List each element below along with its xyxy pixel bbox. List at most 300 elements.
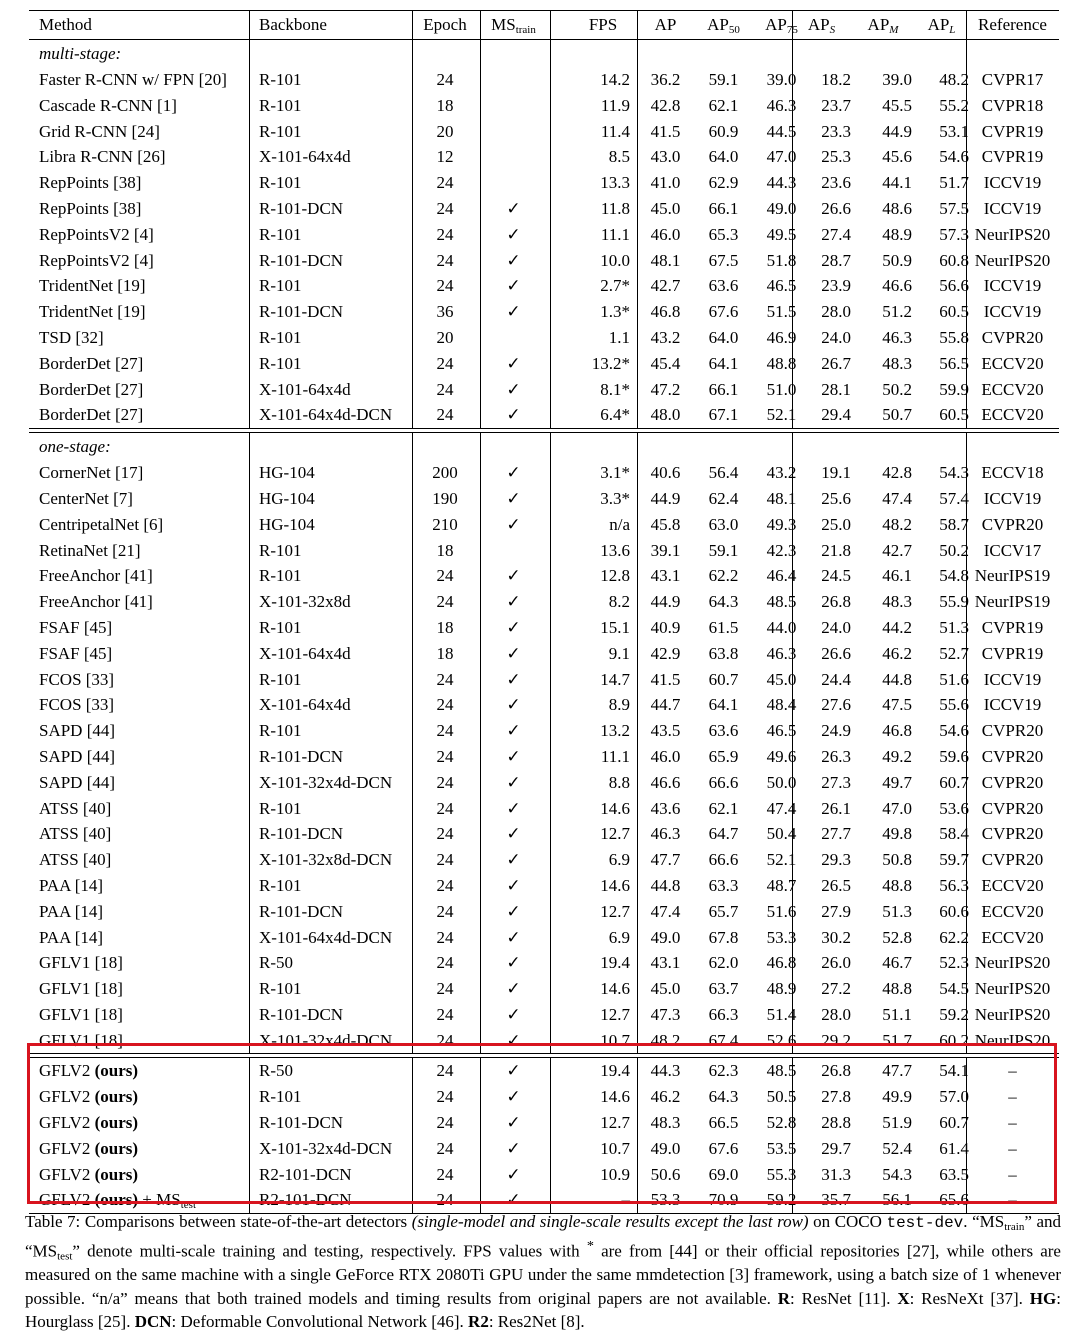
fps-cell: 11.4 <box>600 121 630 141</box>
apm-cell: 51.3 <box>882 901 912 921</box>
apm-cell: 47.4 <box>882 488 912 508</box>
ap-cell: 46.0 <box>650 746 681 766</box>
fps-cell: 10.7 <box>600 1138 630 1158</box>
column-rule <box>249 1002 250 1028</box>
method-name: Libra R-CNN [26] <box>39 147 166 167</box>
apl-cell: 54.1 <box>939 1061 969 1081</box>
ap75-cell: 46.4 <box>766 566 797 586</box>
ref-cell: ECCV18 <box>981 463 1044 483</box>
aps-cell: 25.0 <box>821 514 851 534</box>
fps-cell: n/a <box>609 514 630 534</box>
apm-cell: 49.2 <box>882 746 912 766</box>
header-apm-base: AP <box>867 15 890 34</box>
ref-cell: ICCV19 <box>983 198 1042 218</box>
method-name: BorderDet [27] <box>39 353 144 373</box>
ap-cell: 53.3 <box>650 1190 681 1210</box>
ap-cell: 47.3 <box>650 1004 681 1024</box>
ap50-cell: 62.9 <box>708 173 739 193</box>
backbone-cell: R-101 <box>259 327 302 347</box>
ap50-cell: 67.8 <box>708 927 739 947</box>
backbone-cell: R-101 <box>259 617 302 637</box>
ap75-cell: 55.3 <box>766 1164 797 1184</box>
ap-cell: 46.3 <box>650 824 681 844</box>
ap75-cell: 51.6 <box>766 901 797 921</box>
aps-cell: 26.8 <box>821 592 851 612</box>
column-rule <box>249 718 250 744</box>
ap50-cell: 65.9 <box>708 746 739 766</box>
column-rule <box>249 377 250 403</box>
backbone-cell: R-101 <box>259 669 302 689</box>
ref-cell: ICCV19 <box>983 173 1042 193</box>
apm-cell: 48.6 <box>882 198 912 218</box>
column-rule <box>249 1136 250 1162</box>
backbone-cell: X-101-64x4d-DCN <box>259 927 393 947</box>
apm-cell: 48.3 <box>882 592 912 612</box>
method-cell <box>39 1110 138 1136</box>
apm-cell: 46.1 <box>882 566 912 586</box>
epoch-cell: 24 <box>436 198 454 218</box>
table-header <box>29 10 1059 39</box>
ref-cell: ECCV20 <box>981 901 1044 921</box>
ref-cell: ICCV19 <box>983 276 1042 296</box>
epoch-cell: 24 <box>436 592 454 612</box>
epoch-cell: 24 <box>436 953 454 973</box>
caption-key-r2: R2 <box>468 1312 489 1332</box>
column-rule <box>637 11 638 39</box>
ap50-cell: 62.1 <box>708 95 739 115</box>
epoch-cell: 24 <box>436 850 454 870</box>
epoch-cell: 24 <box>436 379 454 399</box>
fps-cell: 3.1* <box>600 463 630 483</box>
epoch-cell: 18 <box>436 95 454 115</box>
ap-cell: 42.9 <box>650 643 681 663</box>
ref-cell: CVPR19 <box>981 147 1044 167</box>
table-row <box>29 170 1059 196</box>
ap-cell: 50.6 <box>650 1164 681 1184</box>
apm-cell: 48.3 <box>882 353 912 373</box>
ms-cell: ✓ <box>506 488 521 508</box>
apm-cell: 48.2 <box>882 514 912 534</box>
ap75-cell: 48.7 <box>766 875 797 895</box>
ms-cell: ✓ <box>506 198 521 218</box>
caption-text-1: Table 7: Comparisons between state-of-the-art detectors <box>25 1212 412 1231</box>
ap75-cell: 48.5 <box>766 1061 797 1081</box>
aps-cell: 24.5 <box>821 566 851 586</box>
header-reference: Reference <box>978 15 1047 34</box>
apl-cell: 51.3 <box>939 617 969 637</box>
method-cell <box>39 667 114 693</box>
caption-sub-test: test <box>57 1251 73 1264</box>
ms-cell: ✓ <box>506 695 521 715</box>
ref-cell: NeurIPS20 <box>974 979 1051 999</box>
method-name: RepPointsV2 [4] <box>39 250 154 270</box>
fps-cell: 8.5 <box>608 147 630 167</box>
ms-cell: ✓ <box>506 798 521 818</box>
epoch-cell: 18 <box>436 540 454 560</box>
fps-cell: – <box>621 1190 630 1210</box>
ap-cell: 44.9 <box>650 592 681 612</box>
apl-cell: 55.6 <box>939 695 969 715</box>
ms-cell: ✓ <box>506 746 521 766</box>
ap-cell: 47.4 <box>650 901 681 921</box>
column-rule <box>249 222 250 248</box>
fps-cell: 1.3* <box>600 302 630 322</box>
apm-cell: 44.2 <box>882 617 912 637</box>
table-row <box>29 589 1059 615</box>
ref-cell: ICCV19 <box>983 302 1042 322</box>
ap-cell: 45.8 <box>650 514 681 534</box>
ap75-cell: 46.5 <box>766 721 797 741</box>
epoch-cell: 24 <box>436 798 454 818</box>
backbone-cell: R-50 <box>259 953 293 973</box>
backbone-cell: R-101 <box>259 121 302 141</box>
apl-cell: 65.6 <box>939 1190 969 1210</box>
column-rule <box>249 976 250 1002</box>
fps-cell: 8.1* <box>600 379 630 399</box>
fps-cell: 14.6 <box>600 979 630 999</box>
ap75-cell: 48.1 <box>766 488 797 508</box>
method-name: FSAF [45] <box>39 617 113 637</box>
method-cell <box>39 1084 138 1110</box>
method-name: TridentNet [19] <box>39 302 146 322</box>
method-name: GFLV2 <box>39 1061 91 1081</box>
epoch-cell: 12 <box>436 147 454 167</box>
epoch-cell: 24 <box>436 353 454 373</box>
ap50-cell: 66.1 <box>708 379 739 399</box>
method-cell <box>39 1136 138 1162</box>
apm-cell: 56.1 <box>882 1190 912 1210</box>
ms-cell: ✓ <box>506 953 521 973</box>
method-cell <box>39 460 143 486</box>
method-name: CornerNet [17] <box>39 463 144 483</box>
fps-cell: 6.4* <box>600 405 630 425</box>
method-cell <box>39 873 103 899</box>
ap-cell: 48.1 <box>650 250 681 270</box>
ms-cell: ✓ <box>506 643 521 663</box>
method-cell <box>39 718 115 744</box>
method-cell <box>39 641 112 667</box>
aps-cell: 23.7 <box>821 95 851 115</box>
backbone-cell: R-101 <box>259 875 302 895</box>
table-body <box>29 39 1059 1214</box>
ap75-cell: 51.5 <box>766 302 797 322</box>
ms-cell: ✓ <box>506 276 521 296</box>
aps-cell: 29.4 <box>821 405 851 425</box>
apl-cell: 51.7 <box>939 173 969 193</box>
method-name: RepPointsV2 [4] <box>39 224 154 244</box>
caption-asterisk: * <box>586 1238 594 1255</box>
column-rule <box>480 40 481 67</box>
ap75-cell: 53.3 <box>766 927 797 947</box>
method-cell <box>39 744 115 770</box>
ap75-cell: 47.0 <box>766 147 797 167</box>
ap50-cell: 62.1 <box>708 798 739 818</box>
table-row <box>29 1110 1059 1136</box>
fps-cell: 12.7 <box>600 1004 630 1024</box>
fps-cell: 13.6 <box>600 540 630 560</box>
caption-text-3: . “MS <box>963 1212 1005 1231</box>
epoch-cell: 24 <box>436 1061 454 1081</box>
ap-cell: 48.3 <box>650 1113 681 1133</box>
aps-cell: 24.0 <box>821 617 851 637</box>
column-rule <box>249 538 250 564</box>
ms-cell: ✓ <box>506 669 521 689</box>
method-cell <box>39 589 153 615</box>
table-row <box>29 667 1059 693</box>
epoch-cell: 200 <box>432 463 458 483</box>
ap50-cell: 64.0 <box>708 327 739 347</box>
ap75-cell: 46.3 <box>766 643 797 663</box>
ms-cell: ✓ <box>506 514 521 534</box>
caption-val-dcn: : Deformable Convolutional Network [46]. <box>171 1312 469 1332</box>
header-ap50-sub: 50 <box>728 24 740 36</box>
backbone-cell: R-101 <box>259 1087 302 1107</box>
ref-cell: CVPR20 <box>981 514 1044 534</box>
method-suffix: + MS <box>142 1190 181 1210</box>
table-row <box>29 847 1059 873</box>
ms-cell: ✓ <box>506 463 521 483</box>
epoch-cell: 24 <box>436 875 454 895</box>
backbone-cell: HG-104 <box>259 514 315 534</box>
method-name: GFLV2 <box>39 1087 91 1107</box>
method-cell <box>39 1058 138 1084</box>
method-cell <box>39 563 153 589</box>
method-cell <box>39 377 143 403</box>
ap75-cell: 46.9 <box>766 327 797 347</box>
comparison-table <box>29 10 1059 1214</box>
ms-cell: ✓ <box>506 1138 521 1158</box>
method-name: ATSS [40] <box>39 798 112 818</box>
ap75-cell: 42.3 <box>766 540 797 560</box>
caption-key-x: X <box>897 1288 910 1308</box>
column-rule <box>249 119 250 145</box>
apm-cell: 48.9 <box>882 224 912 244</box>
method-name: FCOS [33] <box>39 669 115 689</box>
ap50-cell: 63.6 <box>708 276 739 296</box>
ap50-cell: 59.1 <box>708 540 739 560</box>
method-cell <box>39 67 227 93</box>
apm-cell: 51.9 <box>882 1113 912 1133</box>
apm-cell: 46.7 <box>882 953 912 973</box>
ref-cell: ICCV17 <box>983 540 1042 560</box>
method-name: ATSS [40] <box>39 850 112 870</box>
fps-cell: 10.7 <box>600 1030 630 1050</box>
ap75-cell: 46.5 <box>766 276 797 296</box>
table-row <box>29 222 1059 248</box>
ref-cell: NeurIPS20 <box>974 1030 1051 1050</box>
fps-cell: 11.9 <box>600 95 630 115</box>
ap75-cell: 51.4 <box>766 1004 797 1024</box>
aps-cell: 28.1 <box>821 379 851 399</box>
ap75-cell: 59.2 <box>766 1190 797 1210</box>
apm-cell: 44.1 <box>882 173 912 193</box>
column-rule <box>249 563 250 589</box>
ap75-cell: 51.8 <box>766 250 797 270</box>
aps-cell: 19.1 <box>821 463 851 483</box>
ap-cell: 46.2 <box>650 1087 681 1107</box>
epoch-cell: 24 <box>436 173 454 193</box>
method-name: ATSS [40] <box>39 824 112 844</box>
section-label: multi-stage: <box>39 44 122 63</box>
ap50-cell: 69.0 <box>708 1164 739 1184</box>
ap-cell: 47.7 <box>650 850 681 870</box>
ms-cell: ✓ <box>506 824 521 844</box>
backbone-cell: HG-104 <box>259 463 315 483</box>
fps-cell: 13.2* <box>591 353 630 373</box>
method-name: GFLV2 <box>39 1113 91 1133</box>
ref-cell: NeurIPS20 <box>974 250 1051 270</box>
apl-cell: 59.6 <box>939 746 969 766</box>
ref-cell: CVPR20 <box>981 772 1044 792</box>
ap-cell: 41.5 <box>650 669 681 689</box>
ms-cell: ✓ <box>506 405 521 425</box>
ref-cell: CVPR19 <box>981 121 1044 141</box>
ap75-cell: 48.4 <box>766 695 797 715</box>
ap-cell: 45.0 <box>650 979 681 999</box>
fps-cell: 12.7 <box>600 824 630 844</box>
apl-cell: 57.5 <box>939 198 969 218</box>
ms-cell: ✓ <box>506 592 521 612</box>
apl-cell: 60.6 <box>939 901 969 921</box>
method-cell <box>39 847 111 873</box>
ap-cell: 40.6 <box>650 463 681 483</box>
ap75-cell: 50.5 <box>766 1087 797 1107</box>
epoch-cell: 24 <box>436 824 454 844</box>
apm-cell: 48.8 <box>882 979 912 999</box>
ap-cell: 43.5 <box>650 721 681 741</box>
method-name: TSD [32] <box>39 327 104 347</box>
ap50-cell: 60.9 <box>708 121 739 141</box>
aps-cell: 29.3 <box>821 850 851 870</box>
fps-cell: 15.1 <box>600 617 630 637</box>
column-rule <box>412 40 413 67</box>
ap50-cell: 62.2 <box>708 566 739 586</box>
ap-cell: 39.1 <box>650 540 681 560</box>
column-rule <box>792 40 793 67</box>
table-row <box>29 641 1059 667</box>
column-rule <box>249 512 250 538</box>
backbone-cell: X-101-32x4d-DCN <box>259 1138 393 1158</box>
apl-cell: 52.3 <box>939 953 969 973</box>
method-cell <box>39 796 111 822</box>
apl-cell: 48.2 <box>939 70 969 89</box>
ms-cell <box>480 170 547 196</box>
header-apl <box>914 11 969 39</box>
column-rule <box>249 486 250 512</box>
ap50-cell: 67.5 <box>708 250 739 270</box>
ms-cell: ✓ <box>506 1004 521 1024</box>
caption-italic-note: (single-model and single-scale results except the last row) <box>411 1212 809 1231</box>
ms-cell <box>480 93 547 119</box>
apm-cell: 47.7 <box>882 1061 912 1081</box>
method-cell <box>39 925 103 951</box>
aps-cell: 27.3 <box>821 772 851 792</box>
aps-cell: 28.8 <box>821 1113 851 1133</box>
apl-cell: 55.2 <box>939 95 969 115</box>
column-rule <box>249 641 250 667</box>
table-row <box>29 1058 1059 1084</box>
aps-cell: 23.3 <box>821 121 851 141</box>
apl-cell: 60.7 <box>939 772 969 792</box>
ap75-cell: 52.1 <box>766 405 797 425</box>
table-caption <box>25 1210 1061 1334</box>
method-name: RepPoints [38] <box>39 173 142 193</box>
apm-cell: 47.0 <box>882 798 912 818</box>
method-cell <box>39 299 146 325</box>
apm-cell: 45.5 <box>882 95 912 115</box>
header-ms-sub: train <box>515 24 536 36</box>
column-rule <box>249 144 250 170</box>
ap-cell: 43.2 <box>650 327 681 347</box>
apl-cell: 61.4 <box>939 1138 969 1158</box>
backbone-cell: R2-101-DCN <box>259 1190 352 1210</box>
caption-val-r2: : Res2Net [8]. <box>488 1312 585 1332</box>
ref-cell: CVPR18 <box>981 95 1044 115</box>
header-apl-sub: L <box>949 24 956 36</box>
ref-cell: CVPR20 <box>981 721 1044 741</box>
backbone-cell: HG-104 <box>259 488 315 508</box>
apl-cell: 54.6 <box>939 721 969 741</box>
caption-key-r: R <box>777 1288 791 1308</box>
fps-cell: 8.8 <box>608 772 630 792</box>
ref-cell: CVPR17 <box>981 70 1044 89</box>
epoch-cell: 24 <box>436 695 454 715</box>
backbone-cell: X-101-64x4d <box>259 379 351 399</box>
ref-cell: – <box>1008 1138 1017 1158</box>
method-name: GFLV1 [18] <box>39 979 123 999</box>
header-aps <box>792 11 851 39</box>
aps-cell: 26.1 <box>821 798 851 818</box>
apm-cell: 47.5 <box>882 695 912 715</box>
ms-cell: ✓ <box>506 353 521 373</box>
method-name: PAA [14] <box>39 901 104 921</box>
ap-cell: 45.0 <box>650 198 681 218</box>
epoch-cell: 24 <box>436 669 454 689</box>
method-ours-tag: (ours) <box>94 1190 139 1210</box>
column-rule <box>249 67 250 93</box>
ap50-cell: 61.5 <box>708 617 739 637</box>
ap50-cell: 64.3 <box>708 592 739 612</box>
column-rule <box>550 11 551 39</box>
method-name: GFLV1 [18] <box>39 1004 123 1024</box>
epoch-cell: 24 <box>436 1087 454 1107</box>
column-rule <box>249 1084 250 1110</box>
ap-cell: 44.8 <box>650 875 681 895</box>
ms-cell: ✓ <box>506 979 521 999</box>
caption-text-5: ” denote multi-scale training and testing, respectively. FPS values with <box>72 1242 587 1262</box>
column-rule <box>792 433 793 460</box>
apm-cell: 50.9 <box>882 250 912 270</box>
epoch-cell: 24 <box>436 927 454 947</box>
column-rule <box>249 460 250 486</box>
method-cell <box>39 119 160 145</box>
table-row <box>29 351 1059 377</box>
backbone-cell: R-101 <box>259 979 302 999</box>
backbone-cell: R2-101-DCN <box>259 1164 352 1184</box>
ap75-cell: 47.4 <box>766 798 797 818</box>
method-cell <box>39 248 154 274</box>
ap75-cell: 46.8 <box>766 953 797 973</box>
apm-cell: 42.7 <box>882 540 912 560</box>
column-rule <box>249 170 250 196</box>
ap50-cell: 67.1 <box>708 405 739 425</box>
header-apl-base: AP <box>927 15 950 34</box>
aps-cell: 26.0 <box>821 953 851 973</box>
apm-cell: 51.7 <box>882 1030 912 1050</box>
ref-cell: CVPR20 <box>981 850 1044 870</box>
ap-cell: 43.6 <box>650 798 681 818</box>
ap-cell: 44.9 <box>650 488 681 508</box>
